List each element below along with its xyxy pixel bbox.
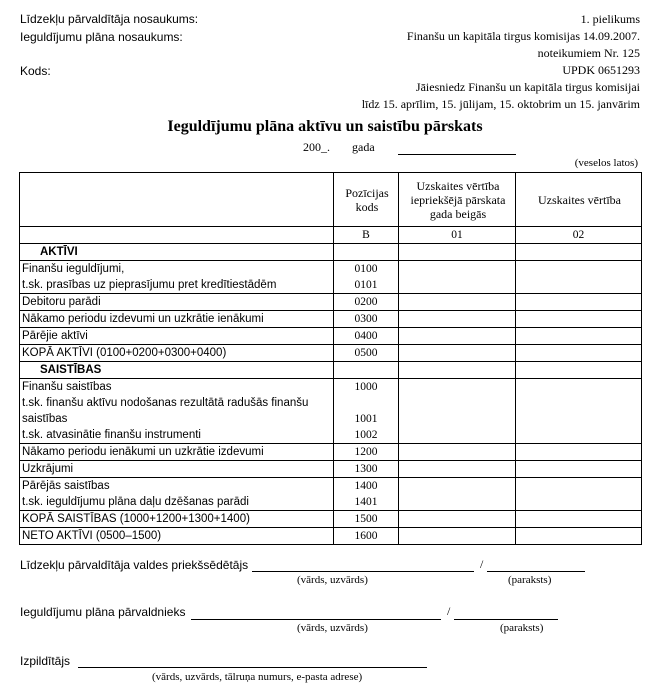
prev-value-cell[interactable] [399, 311, 516, 328]
chair-sign-hint: (paraksts) [508, 574, 552, 586]
row-label: KOPĀ AKTĪVI (0100+0200+0300+0400) [20, 345, 334, 362]
header-code: Pozīcijas kods [334, 173, 399, 227]
manager-name-label: Līdzekļu pārvaldītāja nosaukums: [20, 12, 199, 26]
row-code: 1600 [334, 528, 399, 545]
prev-value-cell[interactable] [399, 461, 516, 478]
row-code: 1300 [334, 461, 399, 478]
curr-value-cell[interactable] [516, 328, 642, 345]
year-label: gada [352, 140, 375, 154]
chair-signature-line[interactable] [487, 571, 585, 572]
table-row [20, 461, 642, 478]
prev-value-cell[interactable] [399, 328, 516, 345]
executor-label: Izpildītājs [20, 654, 71, 668]
chair-label: Līdzekļu pārvaldītāja valdes priekšsēdētājs [20, 558, 249, 572]
row-label: Nākamo periodu ienākumi un uzkrātie izdevumi [20, 444, 334, 461]
row-label: Pārējās saistības [22, 480, 110, 492]
curr-value-cell[interactable] [516, 294, 642, 311]
row-label: Debitoru parādi [20, 294, 334, 311]
row-label: Finanšu ieguldījumi, [22, 263, 125, 275]
plan-name-label: Ieguldījumu plāna nosaukums: [20, 30, 183, 44]
curr-value-cell[interactable] [516, 511, 642, 528]
assets-heading: AKTĪVI [20, 244, 334, 261]
manager-signature-line[interactable] [454, 619, 558, 620]
curr-value-cell[interactable] [516, 461, 642, 478]
curr-value-cell[interactable] [516, 345, 642, 362]
plan-manager-label: Ieguldījumu plāna pārvaldnieks [20, 605, 186, 619]
units-note: (veselos latos) [574, 157, 638, 169]
chair-name-hint: (vārds, uzvārds) [297, 574, 368, 586]
row-label: t.sk. ieguldījumu plāna daļu dzēšanas parādi [22, 496, 249, 508]
row-code: 0300 [334, 311, 399, 328]
table-row [20, 345, 642, 362]
row-code: 1400 [354, 480, 378, 492]
row-label: KOPĀ SAISTĪBAS (1000+1200+1300+1400) [20, 511, 334, 528]
table-row [20, 294, 642, 311]
row-label: saistības [22, 413, 68, 425]
row-code: 1002 [354, 429, 378, 441]
regulation-reference: Finanšu un kapitāla tirgus komisijas 14.09.2007. [406, 29, 640, 43]
curr-value-cell[interactable] [516, 478, 642, 511]
manager-name-line[interactable] [191, 619, 441, 620]
row-code: 1000 [354, 381, 378, 393]
prev-value-cell[interactable] [399, 528, 516, 545]
prev-value-cell[interactable] [399, 294, 516, 311]
manager-name-hint: (vārds, uzvārds) [297, 622, 368, 634]
table-row [20, 261, 642, 294]
prev-value-cell[interactable] [399, 478, 516, 511]
prev-value-cell[interactable] [399, 345, 516, 362]
header-prev-value: Uzskaites vērtība iepriekšējā pārskata gada beigās [399, 173, 516, 227]
curr-value-cell[interactable] [516, 261, 642, 294]
subheader-curr: 02 [516, 227, 642, 244]
row-code: 0100 [354, 263, 378, 275]
prev-value-cell[interactable] [399, 261, 516, 294]
row-code: 1500 [334, 511, 399, 528]
table-row [20, 511, 642, 528]
row-label: t.sk. atvasinātie finanšu instrumenti [22, 429, 201, 441]
manager-sign-hint: (paraksts) [500, 622, 544, 634]
table-row [20, 311, 642, 328]
table-row [20, 328, 642, 345]
page-title: Ieguldījumu plāna aktīvu un saistību pārskats [167, 118, 483, 135]
year-prefix: 200_. [303, 140, 330, 154]
executor-line[interactable] [78, 667, 427, 668]
row-label: Pārējie aktīvi [20, 328, 334, 345]
row-code: 0400 [334, 328, 399, 345]
table-subheader-row [20, 227, 642, 244]
liabilities-heading-row [20, 362, 642, 379]
table-row [20, 528, 642, 545]
header-curr-value: Uzskaites vērtība [516, 173, 642, 227]
curr-value-cell[interactable] [516, 379, 642, 444]
table-header-row [20, 173, 642, 227]
row-code: 1401 [354, 496, 378, 508]
row-code: 1001 [354, 413, 378, 425]
row-label: Finanšu saistības [22, 381, 112, 393]
chair-name-line[interactable] [252, 571, 474, 572]
subheader-code: B [334, 227, 399, 244]
curr-value-cell[interactable] [516, 444, 642, 461]
header-description-cell [20, 173, 334, 227]
manager-separator: / [447, 604, 451, 618]
row-label: Nākamo periodu izdevumi un uzkrātie ienākumi [20, 311, 334, 328]
regulation-number: noteikumiem Nr. 125 [537, 46, 640, 60]
row-code: 0200 [334, 294, 399, 311]
subheader-prev: 01 [399, 227, 516, 244]
prev-value-cell[interactable] [399, 444, 516, 461]
form-code: UPDK 0651293 [562, 63, 640, 77]
assets-heading-row [20, 244, 642, 261]
row-label: t.sk. prasības uz pieprasījumu pret kredītiestādēm [22, 279, 277, 291]
chair-separator: / [480, 557, 484, 571]
submission-recipient: Jāiesniedz Finanšu un kapitāla tirgus komisijai [415, 80, 640, 94]
table-row [20, 478, 642, 511]
annex-number: 1. pielikums [580, 12, 640, 26]
subheader-blank [20, 227, 334, 244]
row-code: 0101 [354, 279, 378, 291]
submission-deadlines: līdz 15. aprīlim, 15. jūlijam, 15. oktobrim un 15. janvārim [361, 97, 640, 111]
balance-table [19, 172, 642, 545]
executor-hint: (vārds, uzvārds, tālruņa numurs, e-pasta adrese) [152, 671, 363, 683]
row-label: t.sk. finanšu aktīvu nodošanas rezultātā radušās finanšu [22, 397, 309, 409]
prev-value-cell[interactable] [399, 379, 516, 444]
year-input-line[interactable] [398, 154, 516, 155]
row-label: Uzkrājumi [20, 461, 334, 478]
curr-value-cell[interactable] [516, 528, 642, 545]
curr-value-cell[interactable] [516, 311, 642, 328]
code-label: Kods: [20, 64, 51, 78]
table-row [20, 379, 642, 444]
prev-value-cell[interactable] [399, 511, 516, 528]
row-code: 0500 [334, 345, 399, 362]
row-code: 1200 [334, 444, 399, 461]
table-row [20, 444, 642, 461]
liabilities-heading: SAISTĪBAS [20, 362, 334, 379]
row-label: NETO AKTĪVI (0500–1500) [20, 528, 334, 545]
